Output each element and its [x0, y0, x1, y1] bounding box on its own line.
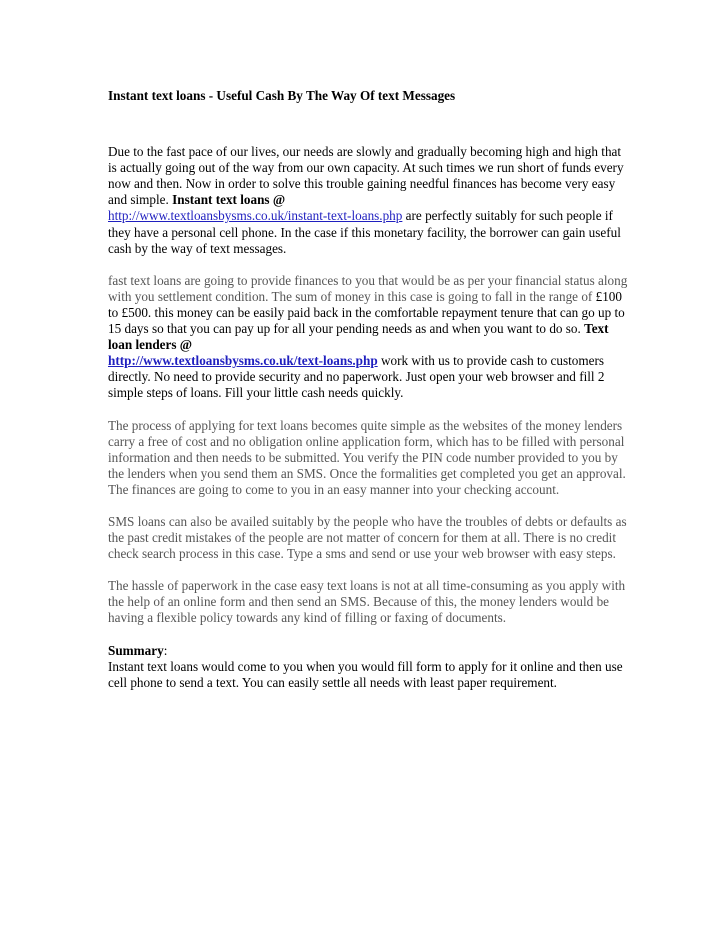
- instant-text-loans-link[interactable]: http://www.textloansbysms.co.uk/instant-text-loans.php: [108, 208, 403, 224]
- document-title: Instant text loans - Useful Cash By The Way Of text Messages: [108, 88, 456, 103]
- paragraph-text: Due to the fast pace of our lives, our needs are slowly and gradually becoming high and high that is actually going out of the way from our own capacity. At such times we run short of funds every now and then. Now in order to solve this trouble gaining needful finances has become very easy and simple.: [108, 144, 624, 208]
- summary-label: Summary: [108, 642, 164, 658]
- paragraph-fast-loans: [108, 273, 628, 402]
- summary-text: Instant text loans would come to you when you would fill form to apply for it online and then use cell phone to send a text. You can easily settle all needs with least paper requirement.: [108, 658, 623, 690]
- paragraph-text: work with us to provide cash to customers directly. No need to provide security and no paperwork. Just open your web browser and fill 2 simple steps of loans. Fill your little cash needs quickly.: [108, 353, 605, 401]
- paragraph-text: this money can be easily paid back in the comfortable repayment tenure that can go up to 15 days so that you can pay up for all your pending needs as and when you want to do so.: [108, 304, 625, 337]
- paragraph-intro: [108, 144, 628, 257]
- bold-phrase: Instant text loans @: [172, 192, 286, 208]
- summary-section: [108, 643, 628, 691]
- paragraph-paperwork: The hassle of paperwork in the case easy text loans is not at all time-consuming as you apply with the help of an online form and then send an SMS. Because of this, the money lenders would be having a flexible policy towards any kind of filling or faxing of documents.: [108, 578, 626, 626]
- bold-phrase: Text loan lenders @: [108, 321, 609, 353]
- amount-range: £100 to £500.: [108, 288, 622, 320]
- summary-colon: :: [163, 642, 168, 658]
- paragraph-text: are perfectly suitably for such people if they have a personal cell phone. In the case if this monetary facility, the borrower can gain useful cash by the way of text messages.: [108, 208, 621, 256]
- paragraph-process: The process of applying for text loans becomes quite simple as the websites of the money lenders carry a free of cost and no obligation online application form, which has to be filled with personal information and then needs to be submitted. You verify the PIN code number provided to you by the lenders when you send them an SMS. Once the formalities get completed you get an approval. The finances are going to come to you in an easy manner into your checking account.: [108, 417, 626, 497]
- text-loans-link[interactable]: http://www.textloansbysms.co.uk/text-loans.php: [108, 353, 378, 369]
- document-page: [108, 88, 628, 691]
- paragraph-sms-loans: SMS loans can also be availed suitably by the people who have the troubles of debts or defaults as the past credit mistakes of the people are not matter of concern for them at all. There is no credit check search process in this case. Type a sms and send or use your web browser with easy steps.: [108, 513, 627, 562]
- paragraph-text: fast text loans are going to provide finances to you that would be as per your financial status along with you settlement condition. The sum of money in this case is going to fall in the range of: [108, 272, 628, 304]
